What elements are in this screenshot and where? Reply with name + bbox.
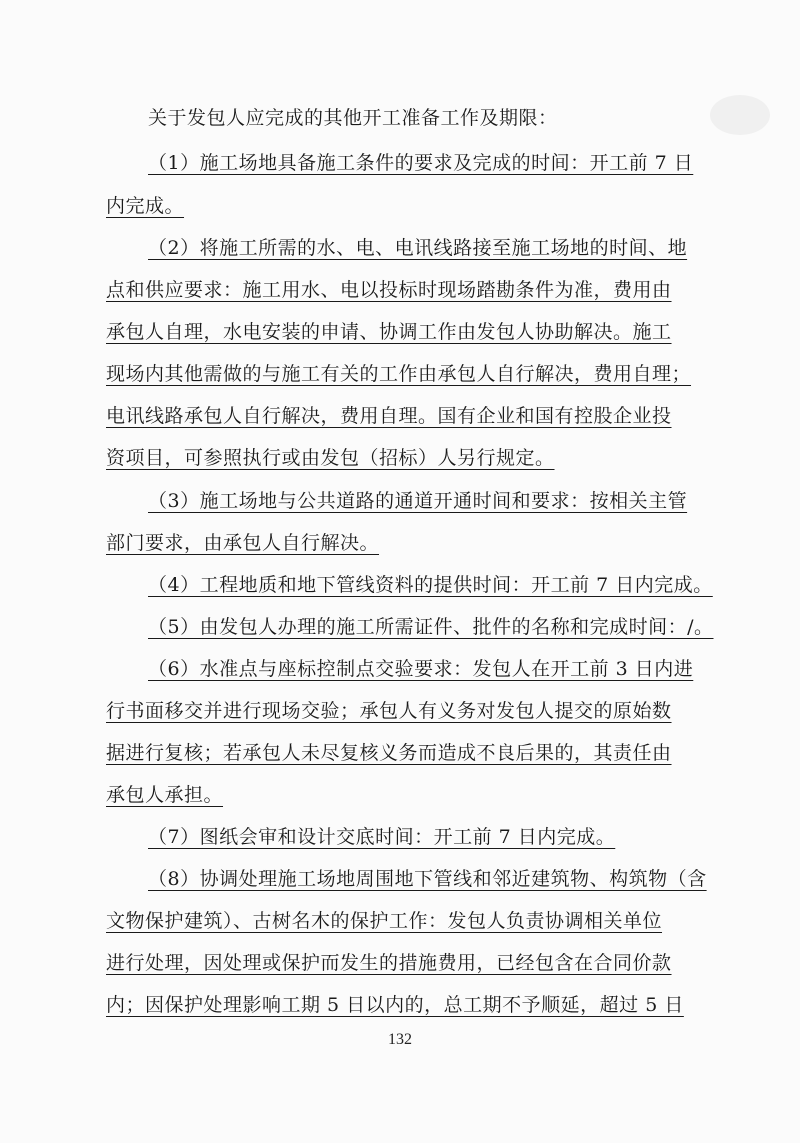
item-8-line-4 (106, 993, 684, 1017)
item-5-line (148, 615, 714, 639)
text-line: （6）水准点与座标控制点交验要求：发包人在开工前 3 日内进 (148, 658, 694, 680)
text-line: （2）将施工所需的水、电、电讯线路接至施工场地的时间、地 (148, 237, 688, 259)
item-8-line-2 (106, 909, 662, 933)
text-line: 进行处理，因处理或保护而发生的措施费用，已经包含在合同价款 (106, 952, 672, 974)
item-2-line-1 (148, 236, 687, 260)
text-line: 文物保护建筑）、古树名木的保护工作：发包人负责协调相关单位 (106, 910, 663, 932)
text-line: （8）协调处理施工场地周围地下管线和邻近建筑物、构筑物（含 (148, 868, 707, 890)
scan-smudge (710, 95, 770, 135)
item-2-line-5 (106, 404, 672, 428)
item-2-line-6 (106, 446, 555, 470)
item-6-line-2 (106, 699, 672, 723)
text-line: 据进行复核；若承包人未尽复核义务而造成不良后果的，其责任由 (106, 742, 672, 764)
item-1-line-2 (106, 194, 184, 218)
item-8-line-3 (106, 951, 672, 975)
text-line: 关于发包人应完成的其他开工准备工作及期限： (148, 107, 558, 129)
text-line: （7）图纸会审和设计交底时间：开工前 7 日内完成。 (148, 826, 616, 848)
text-line: 内；因保护处理影响工期 5 日以内的，总工期不予顺延，超过 5 日 (106, 994, 684, 1016)
item-6-line-1 (148, 657, 693, 681)
text-line: 资项目，可参照执行或由发包（招标）人另行规定。 (106, 447, 555, 469)
item-2-line-2 (106, 278, 672, 302)
item-3-line-2 (106, 531, 379, 555)
page-number: 132 (388, 1031, 412, 1048)
text-line: 内完成。 (106, 195, 185, 217)
item-8-line-1 (148, 867, 707, 891)
text-line: （4）工程地质和地下管线资料的提供时间：开工前 7 日内完成。 (148, 574, 713, 596)
item-1-line-1 (148, 151, 693, 175)
text-line: 承包人自理，水电安装的申请、协调工作由发包人协助解决。施工 (106, 321, 672, 343)
item-6-line-4 (106, 783, 223, 807)
text-line: （5）由发包人办理的施工所需证件、批件的名称和完成时间：/。 (148, 616, 714, 638)
text-line: 行书面移交并进行现场交验；承包人有义务对发包人提交的原始数 (106, 700, 672, 722)
text-line: 现场内其他需做的与施工有关的工作由承包人自行解决，费用自理； (106, 363, 692, 385)
item-4-line (148, 573, 713, 597)
item-2-line-4 (106, 362, 691, 386)
item-3-line-1 (148, 489, 687, 513)
item-2-line-3 (106, 320, 672, 344)
item-7-line (148, 825, 615, 849)
text-line: （3）施工场地与公共道路的通道开通时间和要求：按相关主管 (148, 490, 688, 512)
item-6-line-3 (106, 741, 672, 765)
text-line: 点和供应要求：施工用水、电以投标时现场踏勘条件为准，费用由 (106, 279, 672, 301)
text-line: 电讯线路承包人自行解决，费用自理。国有企业和国有控股企业投 (106, 405, 672, 427)
text-line: 部门要求，由承包人自行解决。 (106, 532, 380, 554)
text-line: （1）施工场地具备施工条件的要求及完成的时间：开工前 7 日 (148, 152, 694, 174)
text-line: 承包人承担。 (106, 784, 224, 806)
section-intro-line (148, 106, 558, 130)
